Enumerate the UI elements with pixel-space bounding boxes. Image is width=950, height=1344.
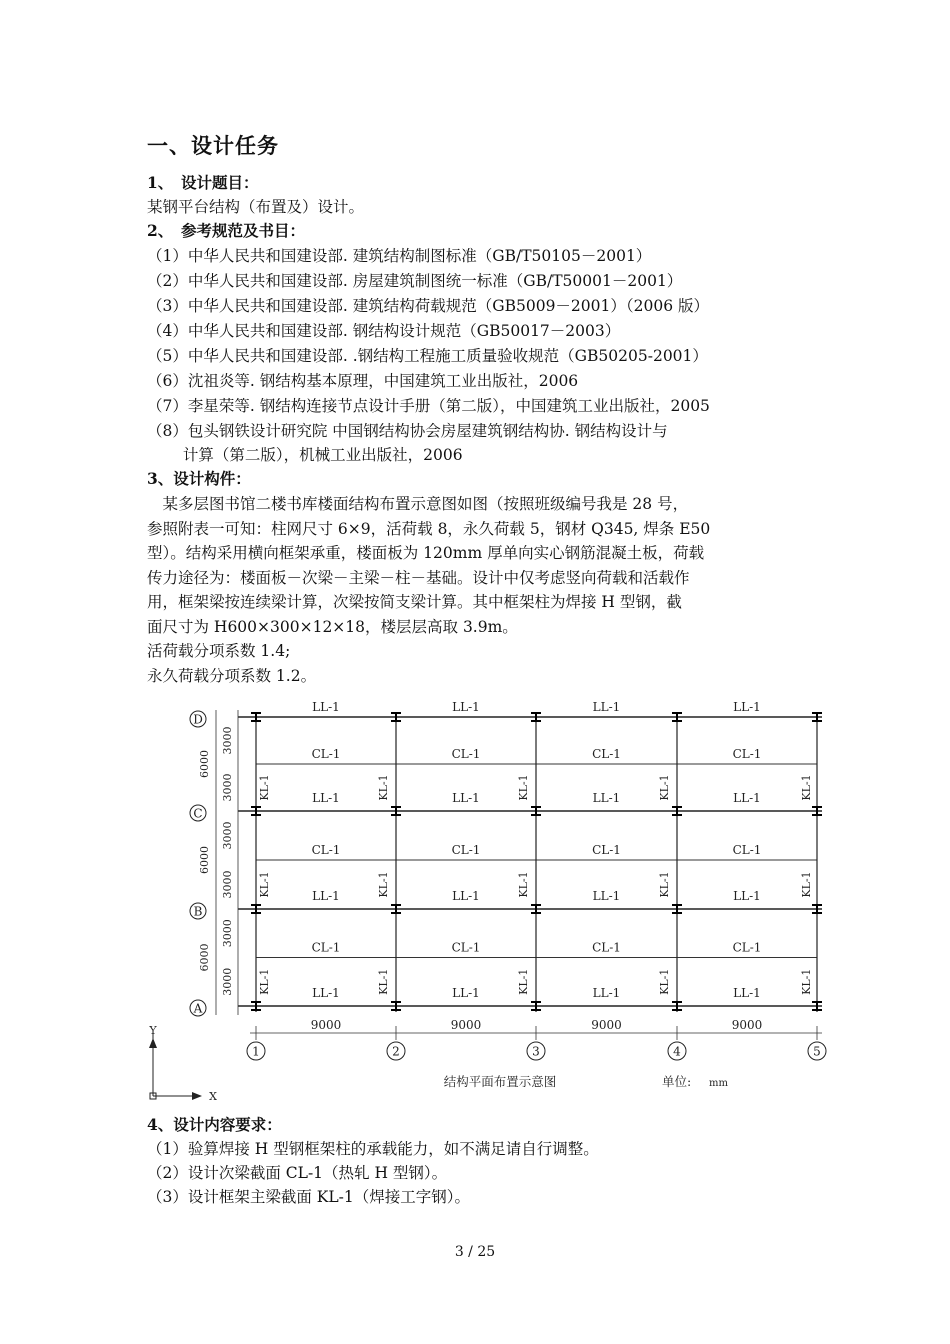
dimension-text-3000: 3000 [221,919,234,948]
reference-item: （5）中华人民共和国建设部. .钢结构工程施工质量验收规范（GB50205-2001） [147,347,708,365]
beam-label-ll: LL-1 [733,791,761,805]
beam-label-kl: KL-1 [800,968,813,995]
beam-label-ll: LL-1 [592,700,621,714]
beam-label-ll: LL-1 [312,791,340,805]
beam-label-kl: KL-1 [517,871,530,898]
x-axis-arrow [192,1092,202,1100]
plan-caption: 结构平面布置示意图 [443,1074,557,1089]
beam-label-ll: LL-1 [452,791,480,805]
row-axis-label: A [193,1001,203,1016]
beam-label-kl: KL-1 [658,774,671,801]
reference-item: （4）中华人民共和国建设部. 钢结构设计规范（GB50017－2003） [147,322,621,340]
y-axis-arrow [149,1038,157,1048]
beam-label-cl: CL-1 [311,843,341,857]
beam-label-cl: CL-1 [451,747,481,761]
beam-label-kl: KL-1 [258,871,271,898]
beam-label-ll: LL-1 [452,700,480,714]
paragraph-line: 活荷载分项系数 1.4; [147,642,291,660]
paragraph-line: 永久荷载分项系数 1.2。 [147,666,317,685]
column-axis-label: 5 [813,1044,821,1059]
requirement-item: （3）设计框架主梁截面 KL-1（焊接工字钢）。 [147,1188,471,1206]
beam-label-ll: LL-1 [312,889,340,903]
item4-heading: 4、设计内容要求： [147,1115,282,1134]
column-axis-label: 3 [532,1044,540,1059]
dimension-text-6000: 6000 [198,750,211,778]
beam-label-ll: LL-1 [733,986,761,1000]
beam-label-ll: LL-1 [452,986,480,1000]
beam-label-ll: LL-1 [592,791,621,805]
beam-label-cl: CL-1 [592,843,621,857]
beam-label-ll: LL-1 [312,700,340,714]
paragraph-line: 传力途径为：楼面板－次梁－主梁－柱－基础。设计中仅考虑竖向荷载和活载作 [147,568,690,587]
beam-label-cl: CL-1 [732,747,762,761]
reference-item: （6）沈祖炎等. 钢结构基本原理，中国建筑工业出版社，2006 [147,372,579,390]
paragraph-line: 型）。结构采用横向框架承重，楼面板为 120mm 厚单向实心钢筋混凝土板，荷载 [147,544,705,562]
dimension-text-9000: 9000 [731,1018,763,1032]
beam-label-cl: CL-1 [732,843,762,857]
section-title: 一、设计任务 [147,133,279,158]
beam-label-kl: KL-1 [258,774,271,801]
column-axis-label: 2 [392,1044,400,1059]
dimension-text-9000: 9000 [591,1018,622,1032]
beam-label-ll: LL-1 [452,889,480,903]
beam-label-kl: KL-1 [800,871,813,898]
requirement-item: （1）验算焊接 H 型钢框架柱的承载能力，如不满足请自行调整。 [147,1140,599,1158]
beam-label-ll: LL-1 [733,889,761,903]
beam-label-kl: KL-1 [377,968,390,995]
beam-label-kl: KL-1 [517,968,530,995]
dimension-text-3000: 3000 [221,821,234,850]
beam-label-cl: CL-1 [592,747,621,761]
beam-label-kl: KL-1 [658,968,671,995]
dimension-text-3000: 3000 [221,773,234,802]
beam-label-kl: KL-1 [377,871,390,898]
beam-label-kl: KL-1 [800,774,813,801]
row-axis-label: C [193,806,203,821]
dimension-text-3000: 3000 [221,870,234,899]
paragraph-line: 参照附表一可知：柱网尺寸 6×9，活荷载 8，永久荷载 5，钢材 Q345, 焊条 E50 [147,519,711,538]
paragraph-line: 某多层图书馆二楼书库楼面结构布置示意图如图（按照班级编号我是 28 号， [147,495,689,513]
item2-heading: 2、 参考规范及书目： [147,221,306,240]
requirement-item: （2）设计次梁截面 CL-1（热轧 H 型钢）。 [147,1164,448,1182]
dimension-text-9000: 9000 [450,1018,482,1032]
y-axis-label: Y [149,1024,157,1037]
beam-label-cl: CL-1 [592,940,621,955]
beam-label-kl: KL-1 [377,774,390,801]
reference-item: （8）包头钢铁设计研究院 中国钢结构协会房屋建筑钢结构协. 钢结构设计与 [147,422,668,440]
reference-item: （7）李星荣等. 钢结构连接节点设计手册（第二版），中国建筑工业出版社，2005 [147,397,710,415]
reference-item: （1）中华人民共和国建设部. 建筑结构制图标准（GB/T50105－2001） [147,247,652,265]
item3-heading: 3、设计构件： [147,469,251,488]
unit-label: 单位: [662,1074,692,1089]
reference-item: （2）中华人民共和国建设部. 房屋建筑制图统一标准（GB/T50001－2001） [147,272,683,290]
beam-label-cl: CL-1 [732,940,762,955]
paragraph-line: 用，框架梁按连续梁计算，次梁按简支梁计算。其中框架柱为焊接 H 型钢，截 [147,593,682,611]
x-axis-label: X [209,1090,217,1103]
column-axis-label: 1 [252,1044,260,1059]
beam-label-cl: CL-1 [311,747,341,761]
item1-heading: 1、 设计题目： [147,173,259,192]
beam-label-kl: KL-1 [258,968,271,995]
dimension-text-6000: 6000 [198,943,211,972]
unit-value: mm [709,1078,728,1089]
structural-plan-drawing [140,690,840,1110]
beam-label-kl: KL-1 [658,871,671,898]
row-axis-label: B [193,904,203,919]
structural-plan-figure [140,690,840,1110]
reference-item: 计算（第二版），机械工业出版社，2006 [147,446,463,464]
beam-label-cl: CL-1 [451,940,481,955]
beam-label-kl: KL-1 [517,774,530,801]
item1-text: 某钢平台结构（布置及）设计。 [147,198,365,216]
paragraph-line: 面尺寸为 H600×300×12×18，楼层层高取 3.9m。 [147,617,518,636]
dimension-text-6000: 6000 [198,846,211,874]
beam-label-ll: LL-1 [312,986,340,1000]
row-axis-label: D [193,712,203,727]
beam-label-cl: CL-1 [451,843,481,857]
beam-label-cl: CL-1 [311,940,341,955]
beam-label-ll: LL-1 [733,700,761,714]
dimension-text-9000: 9000 [310,1018,342,1032]
item3-paragraph [147,492,812,688]
dimension-text-3000: 3000 [221,726,234,755]
page-number: 3 / 25 [454,1244,496,1260]
beam-label-ll: LL-1 [592,986,621,1000]
dimension-text-3000: 3000 [221,967,234,996]
reference-item: （3）中华人民共和国建设部. 建筑结构荷载规范（GB5009－2001）（2006 版） [147,297,710,315]
beam-label-ll: LL-1 [592,889,621,903]
column-axis-label: 4 [673,1044,681,1059]
